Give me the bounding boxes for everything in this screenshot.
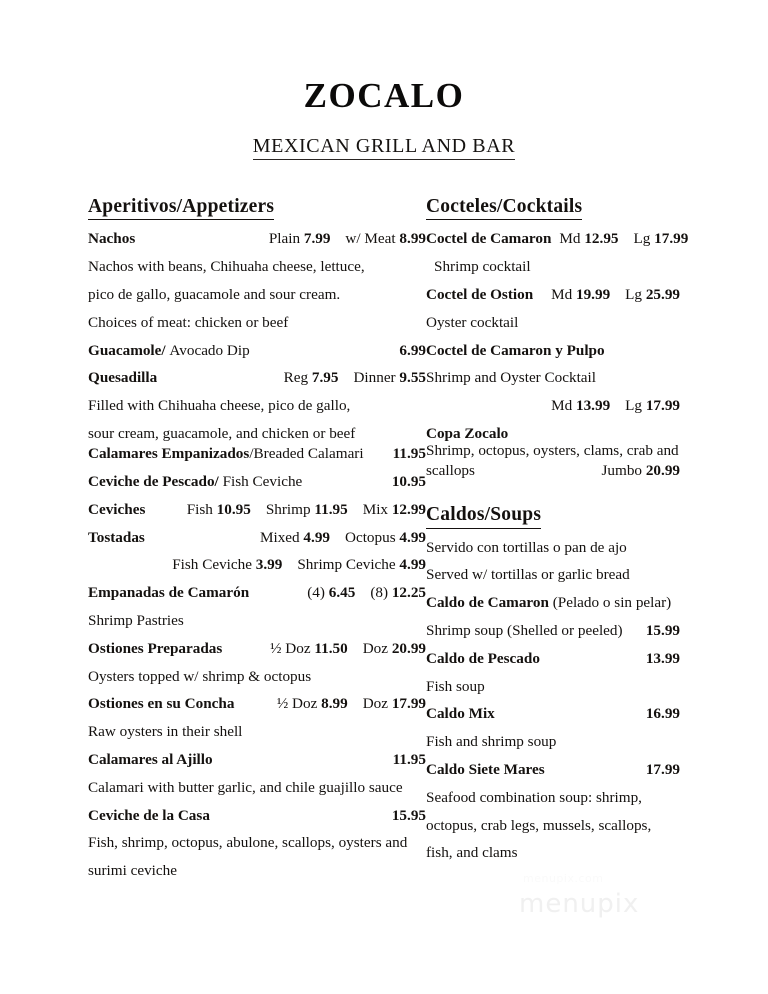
item-name: Ostiones en su Concha [88, 695, 235, 713]
price-value: 17.99 [645, 397, 680, 415]
item-description: sour cream, guacamole, and chicken or beef [88, 425, 356, 442]
item-description: Fish soup [426, 677, 485, 695]
menu-item-copa-zocalo-price-row [426, 463, 680, 478]
price-qualifier: Doz [362, 695, 389, 713]
section-title-cocktails: Cocteles/Cocktails [426, 196, 582, 220]
price-qualifier: Mixed [259, 528, 300, 546]
price-value: 11.95 [392, 750, 426, 768]
item-name: Caldo de Pescado [426, 649, 540, 667]
price-qualifier: Fish [186, 500, 213, 518]
price-qualifier: Lg [625, 286, 643, 304]
menu-item-caldo-siete-mares [426, 762, 680, 777]
price-value: 11.95 [314, 500, 348, 518]
item-name: Caldo de Camaron [426, 594, 549, 612]
price-group-octopus [345, 530, 426, 545]
menu-item-coctel-de-camaron-y-pulpo [426, 343, 680, 358]
price-value: 25.99 [645, 286, 680, 304]
price-value: 17.99 [391, 695, 426, 713]
item-name: Ceviche de la Casa [88, 806, 210, 824]
item-description: Shrimp cocktail [434, 258, 531, 276]
price-value: 12.95 [584, 230, 619, 248]
item-description: Shrimp and Oyster Cocktail [426, 369, 596, 387]
item-name: Calamares Empanizados [88, 445, 250, 463]
price-value: 6.45 [328, 584, 356, 602]
menu-header [0, 0, 768, 160]
price-qualifier: Shrimp Ceviche [297, 556, 396, 574]
item-description: Seafood combination soup: shrimp, [426, 788, 642, 806]
price-group-shrimp [266, 502, 348, 517]
item-description: pico de gallo, guacamole and sour cream. [88, 286, 341, 304]
menu-item-ceviche-de-pescado [88, 474, 426, 489]
price-qualifier: (8) [370, 584, 389, 602]
price-qualifier: Octopus [345, 528, 396, 546]
item-name: Empanadas de Camarón [88, 584, 250, 602]
price-value: 11.95 [392, 445, 426, 463]
item-subtitle: (Pelado o sin pelar) [552, 594, 672, 612]
item-name: Ceviches [88, 500, 146, 518]
price-group-meat [345, 231, 426, 246]
item-description: Shrimp, octopus, oysters, clams, crab and [426, 442, 679, 460]
price-qualifier: Lg [633, 230, 651, 248]
price-qualifier: Jumbo [601, 462, 643, 480]
item-description: fish, and clams [426, 844, 518, 862]
price-group-plain [269, 231, 331, 246]
item-name: Caldo Siete Mares [426, 761, 545, 778]
item-subtitle: /Breaded Calamari [249, 445, 364, 463]
item-description: scallops [426, 462, 475, 480]
item-name: Coctel de Ostion [426, 286, 534, 304]
price-value: 10.95 [391, 473, 426, 490]
price-value: 10.95 [216, 500, 251, 518]
menu-item-caldo-de-camaron-price-row [426, 623, 680, 638]
price-value: 4.99 [303, 528, 330, 546]
price-value: 15.95 [391, 806, 426, 824]
item-name: Coctel de Camaron [426, 230, 552, 248]
price-group-mix [363, 502, 426, 517]
price-value: 4.99 [399, 528, 426, 546]
item-name: Calamares al Ajillo [88, 750, 213, 768]
menu-item-ceviche-de-la-casa [88, 808, 426, 823]
item-description: Shrimp Pastries [88, 611, 184, 629]
menu-item-coctel-camaron-pulpo-prices [426, 398, 680, 413]
menu-item-tostadas-row2 [88, 557, 426, 572]
price-qualifier: Lg [625, 397, 643, 415]
section-title-appetizers: Aperitivos/Appetizers [88, 196, 274, 220]
item-description: Nachos with beans, Chihuaha cheese, lettuce, [88, 258, 365, 276]
menu-item-guacamole [88, 343, 426, 358]
price-value: 12.99 [391, 500, 426, 518]
price-qualifier: Md [551, 286, 573, 304]
soups-note-english: Served w/ tortillas or garlic bread [426, 566, 630, 584]
price-qualifier: Md [551, 397, 573, 415]
watermark-logo: menupix [519, 889, 640, 919]
price-qualifier: Reg [283, 369, 309, 387]
menu-item-ostiones-en-su-concha [88, 696, 426, 711]
watermark-subtext: menupix.com [523, 872, 604, 885]
price-value: 8.99 [399, 230, 426, 248]
restaurant-name: ZOCALO [303, 76, 465, 115]
item-subtitle: Fish Ceviche [222, 473, 303, 490]
price-value: 9.55 [399, 369, 426, 387]
price-group-doz [363, 641, 426, 656]
price-group-lg [634, 231, 689, 246]
price-qualifier: Dinner [353, 369, 396, 387]
item-description: Raw oysters in their shell [88, 723, 243, 741]
price-qualifier: ½ Doz [270, 639, 311, 657]
menu-item-ceviches [88, 502, 426, 517]
menu-item-caldo-de-pescado [426, 651, 680, 666]
price-value: 6.99 [399, 341, 426, 359]
price-value: 15.99 [645, 622, 680, 640]
item-description: Shrimp soup (Shelled or peeled) [426, 622, 623, 640]
item-name: Guacamole/ [88, 341, 166, 359]
price-group-shrimp-ceviche [297, 557, 426, 572]
item-name: Tostadas [88, 528, 145, 546]
price-value: 17.99 [645, 761, 680, 778]
price-value: 3.99 [255, 556, 283, 574]
menu-item-empanadas-de-camaron [88, 585, 426, 600]
item-description: Oyster cocktail [426, 313, 519, 331]
item-name: Copa Zocalo [426, 425, 509, 442]
item-name: Quesadilla [88, 369, 158, 387]
item-description: Fish and shrimp soup [426, 733, 557, 751]
price-value: 19.99 [575, 286, 611, 304]
price-group-fish [187, 502, 251, 517]
price-group-8pc [370, 585, 426, 600]
appetizers-column [88, 196, 426, 891]
price-value: 20.99 [391, 639, 426, 657]
price-group-jumbo [602, 463, 680, 478]
item-subtitle: Avocado Dip [169, 341, 250, 359]
menu-item-caldo-mix [426, 706, 680, 721]
item-description: Oysters topped w/ shrimp & octopus [88, 667, 312, 685]
item-description: surimi ceviche [88, 862, 177, 880]
price-group-md [559, 231, 618, 246]
price-qualifier: w/ Meat [345, 230, 396, 248]
price-qualifier: Doz [362, 639, 389, 657]
menu-item-nachos [88, 231, 426, 246]
soups-note-spanish: Servido con tortillas o pan de ajo [426, 538, 627, 556]
menu-item-ostiones-preparadas [88, 641, 426, 656]
menu-columns [0, 196, 768, 891]
menu-item-quesadilla [88, 370, 426, 385]
price-value: 7.99 [303, 230, 331, 248]
price-group-4pc [307, 585, 355, 600]
price-qualifier: Shrimp [265, 500, 311, 518]
item-name: Caldo Mix [426, 705, 495, 723]
price-value: 13.99 [575, 397, 611, 415]
price-group-half-doz [277, 696, 348, 711]
price-qualifier: Md [559, 230, 581, 248]
price-qualifier: Fish Ceviche [172, 556, 252, 574]
menu-item-caldo-de-camaron [426, 595, 680, 610]
item-description: octopus, crab legs, mussels, scallops, [426, 816, 652, 834]
menu-item-calamares-empanizados [88, 446, 426, 461]
price-group-half-doz [270, 641, 348, 656]
price-qualifier: ½ Doz [276, 695, 318, 713]
price-value: 12.25 [391, 584, 426, 602]
menu-item-copa-zocalo [426, 426, 680, 441]
price-qualifier: (4) [307, 584, 325, 602]
price-group-dinner [353, 370, 426, 385]
item-description: Filled with Chihuaha cheese, pico de gallo, [88, 397, 351, 415]
menu-item-coctel-de-ostion [426, 287, 680, 302]
item-description: Fish, shrimp, octopus, abulone, scallops, oysters and [88, 834, 408, 852]
price-group-lg [625, 398, 680, 413]
price-qualifier: Mix [362, 500, 389, 518]
price-qualifier: Plain [268, 230, 301, 248]
price-group-reg [284, 370, 339, 385]
item-name: Ceviche de Pescado/ [88, 473, 219, 490]
price-group-lg [625, 287, 680, 302]
menu-item-calamares-al-ajillo [88, 752, 426, 767]
price-value: 16.99 [645, 705, 680, 723]
price-value: 11.50 [314, 639, 348, 657]
item-description: Choices of meat: chicken or beef [88, 313, 289, 331]
cocktails-soups-column [426, 196, 689, 873]
price-value: 17.99 [654, 230, 689, 248]
item-name: Ostiones Preparadas [88, 639, 223, 657]
price-group-fish-ceviche [172, 557, 282, 572]
price-value: 20.99 [645, 462, 680, 480]
price-value: 13.99 [645, 649, 680, 667]
menu-item-coctel-de-camaron [426, 230, 689, 248]
item-name: Nachos [88, 230, 136, 248]
price-group-md [551, 287, 610, 302]
menu-item-tostadas [88, 530, 426, 545]
item-description: Calamari with butter garlic, and chile guajillo sauce [88, 778, 403, 796]
price-group-mixed [260, 530, 330, 545]
price-value: 8.99 [321, 695, 348, 713]
price-value: 7.95 [311, 369, 339, 387]
price-value: 4.99 [399, 556, 426, 574]
price-group-md [551, 398, 610, 413]
item-name: Coctel de Camaron y Pulpo [426, 341, 605, 359]
restaurant-tagline: MEXICAN GRILL AND BAR [253, 113, 515, 160]
section-title-soups: Caldos/Soups [426, 504, 541, 528]
price-group-doz [363, 696, 426, 711]
